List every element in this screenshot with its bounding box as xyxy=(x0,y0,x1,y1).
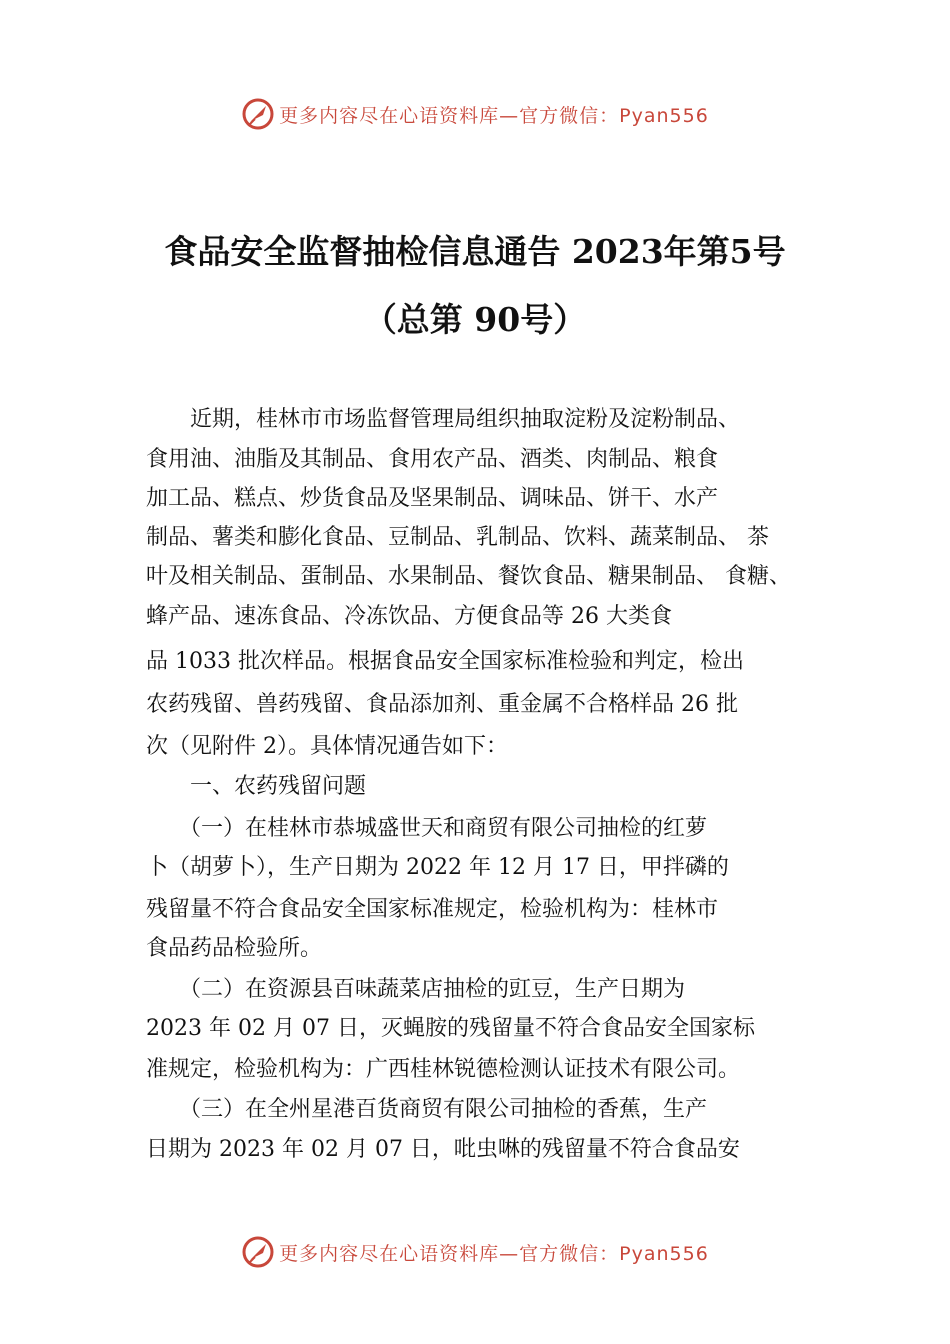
body-line: 日期为 2023 年 02 月 07 日，吡虫啉的残留量不符合食品安 xyxy=(146,1137,740,1162)
body-line: 叶及相关制品、蛋制品、水果制品、餐饮食品、糖果制品、 食糖、 xyxy=(146,564,791,589)
body-line: 制品、薯类和膨化食品、豆制品、乳制品、饮料、蔬菜制品、 茶 xyxy=(146,525,769,550)
quill-logo-icon xyxy=(241,97,275,131)
quill-logo-icon xyxy=(241,1235,275,1269)
body-line: 近期，桂林市市场监督管理局组织抽取淀粉及淀粉制品、 xyxy=(146,407,741,432)
body-line: 食品药品检验所。 xyxy=(146,936,323,961)
body-line: 食用油、油脂及其制品、食用农产品、酒类、肉制品、粮食 xyxy=(146,447,719,472)
body-line: 蜂产品、速冻食品、冷冻饮品、方便食品等 26 大类食 xyxy=(146,604,672,629)
body-line: （三）在全州星港百货商贸有限公司抽检的香蕉，生产 xyxy=(146,1097,708,1122)
watermark-banner-bottom xyxy=(0,1232,950,1272)
watermark-banner-top xyxy=(0,94,950,134)
watermark-text: 更多内容尽在心语资料库—官方微信：Pyan556 xyxy=(279,1242,709,1265)
body-line: 卜（胡萝卜），生产日期为 2022 年 12 月 17 日，甲拌磷的 xyxy=(146,855,729,880)
body-line: 加工品、糕点、炒货食品及坚果制品、调味品、饼干、水产 xyxy=(146,486,719,511)
body-line: 品 1033 批次样品。根据食品安全国家标准检验和判定，检出 xyxy=(146,649,744,674)
body-line: 2023 年 02 月 07 日，灭蝇胺的残留量不符合食品安全国家标 xyxy=(146,1016,755,1041)
watermark-text: 更多内容尽在心语资料库—官方微信：Pyan556 xyxy=(279,104,709,127)
body-line: 农药残留、兽药残留、食品添加剂、重金属不合格样品 26 批 xyxy=(146,692,738,717)
document-subtitle: （总第 90号） xyxy=(363,300,587,339)
body-line: （二）在资源县百味蔬菜店抽检的豇豆，生产日期为 xyxy=(146,977,686,1002)
body-line: （一）在桂林市恭城盛世天和商贸有限公司抽检的红萝 xyxy=(146,816,708,841)
section-heading: 一、农药残留问题 xyxy=(146,774,367,799)
body-line: 残留量不符合食品安全国家标准规定，检验机构为：桂林市 xyxy=(146,897,719,922)
body-line: 准规定，检验机构为：广西桂林锐德检测认证技术有限公司。 xyxy=(146,1057,741,1082)
document-title: 食品安全监督抽检信息通告 2023年第5号 xyxy=(164,232,786,271)
body-line: 次（见附件 2）。具体情况通告如下： xyxy=(146,734,508,759)
